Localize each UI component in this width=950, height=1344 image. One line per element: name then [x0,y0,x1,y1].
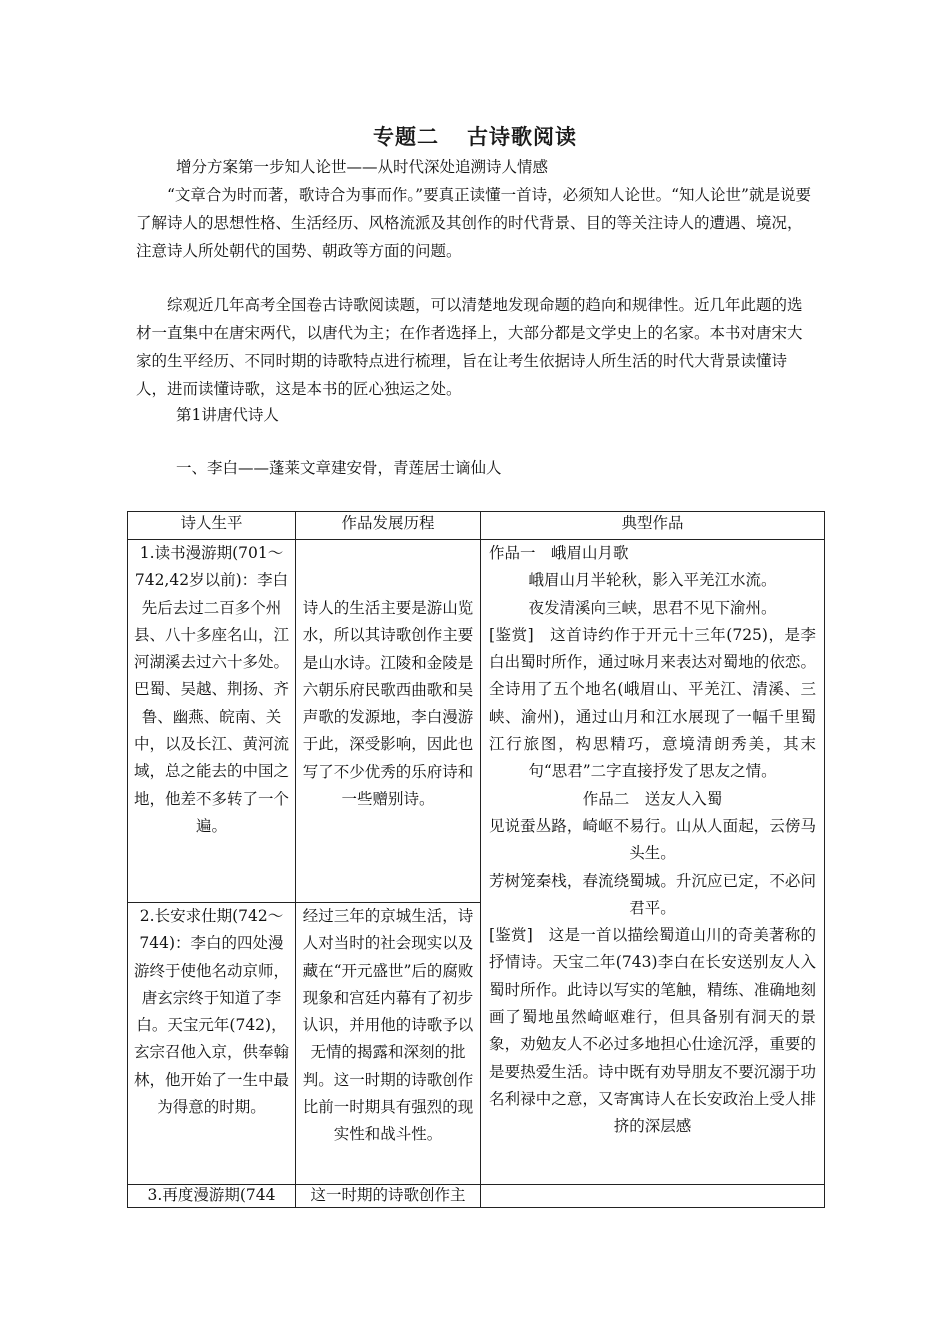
dev-period-2: 经过三年的京城生活，诗人对当时的社会现实以及藏在“开元盛世”后的腐败现象和宫廷内幕有了初步认识，并用他的诗歌予以无情的揭露和深刻的批判。这一时期的诗歌创作比前一时期具有强烈的现实性和战斗性。 [296,903,481,1185]
life-period-1: 1.读书漫游期(701～742,42岁以前)：李白先后去过二百多个州县、八十多座名山，江河湖溪去过六十多处。巴蜀、吴越、荆扬、齐鲁、幽燕、皖南、关中，以及长江、黄河流域，总之能去的中国之地，他差不多转了一个遍。 [128,540,296,903]
lecture-heading: 第1讲唐代诗人 [176,406,279,424]
work-2-appreciation: [鉴赏] 这是一首以描绘蜀道山川的奇美著称的抒情诗。天宝二年(743)李白在长安送别友人入蜀时所作。此诗以写实的笔触，精练、准确地刻画了蜀地虽然崎岖难行，但具备别有洞天的景象，劝勉友人不必过多地担心仕途沉浮，重要的是要热爱生活。诗中既有劝导朋友不要沉溺于功名利禄中之意，又寄寓诗人在长安政治上受人排挤的深层感 [489,926,816,1136]
work-2-line-1: 见说蚕丛路，崎岖不易行。山从人面起，云傍马头生。 [489,816,816,863]
empty-cell [481,1185,825,1208]
typical-works [481,540,825,1185]
work-2-title: 作品二 送友人入蜀 [582,789,723,808]
work-2-line-2: 芳树笼秦栈，春流绕蜀城。升沉应已定，不必问君平。 [489,871,816,917]
life-period-2: 2.长安求仕期(742～744)：李白的四处漫游终于使他名动京师，唐玄宗终于知道了李白。天宝元年(742)，玄宗召他入京，供奉翰林，他开始了一生中最为得意的时期。 [128,903,296,1185]
header-works: 典型作品 [481,512,825,540]
table-header-row [128,512,825,540]
table-row [128,1185,825,1208]
header-development: 作品发展历程 [296,512,481,540]
table-row [128,540,825,903]
poet-table [127,511,825,1208]
life-period-3: 3.再度漫游期(744 [128,1185,296,1208]
work-1-line-1: 峨眉山月半轮秋，影入平羌江水流。 [528,571,777,590]
dev-period-1-text: 诗人的生活主要是游山览水，所以其诗歌创作主要是山水诗。江陵和金陵是六朝乐府民歌西曲歌和吴声歌的发源地，李白漫游于此，深受影响，因此也写了不少优秀的乐府诗和一些赠别诗。 [302,599,474,809]
intro-paragraph-1: “文章合为时而著，歌诗合为事而作。”要真正读懂一首诗，必须知人论世。“知人论世”就是说要了解诗人的思想性格、生活经历、风格流派及其创作的时代背景、目的等关注诗人的遭遇、境况，注意诗人所处朝代的国势、朝政等方面的问题。 [136,186,811,260]
section-heading: 一、李白——蓬莱文章建安骨，青莲居士谪仙人 [176,459,502,477]
dev-period-1 [296,540,481,903]
work-1-title: 作品一 峨眉山月歌 [489,544,629,562]
intro-paragraph-2: 综观近几年高考全国卷古诗歌阅读题，可以清楚地发现命题的趋向和规律性。近几年此题的选材一直集中在唐宋两代，以唐代为主；在作者选择上，大部分都是文学史上的名家。本书对唐宋大家的生平经历、不同时期的诗歌特点进行梳理，旨在让考生依据诗人所生活的时代大背景读懂诗人，进而读懂诗歌，这是本书的匠心独运之处。 [136,296,803,398]
subtitle: 增分方案第一步知人论世——从时代深处追溯诗人情感 [176,158,549,176]
dev-period-3: 这一时期的诗歌创作主 [296,1185,481,1208]
title-subject: 古诗歌阅读 [467,125,577,149]
work-1-appreciation: [鉴赏] 这首诗约作于开元十三年(725)，是李白出蜀时所作，通过咏月来表达对蜀地的依恋。全诗用了五个地名(峨眉山、平羌江、清溪、三峡、渝州)，通过山月和江水展现了一幅千里蜀江行旅图，构思精巧，意境清朗秀美，其末句“思君”二字直接抒发了思友之情。 [489,625,816,781]
page-title [0,121,950,151]
title-topic: 专题二 [373,125,439,149]
work-1-line-2: 夜发清溪向三峡，思君不见下渝州。 [528,598,777,617]
header-life: 诗人生平 [128,512,296,540]
